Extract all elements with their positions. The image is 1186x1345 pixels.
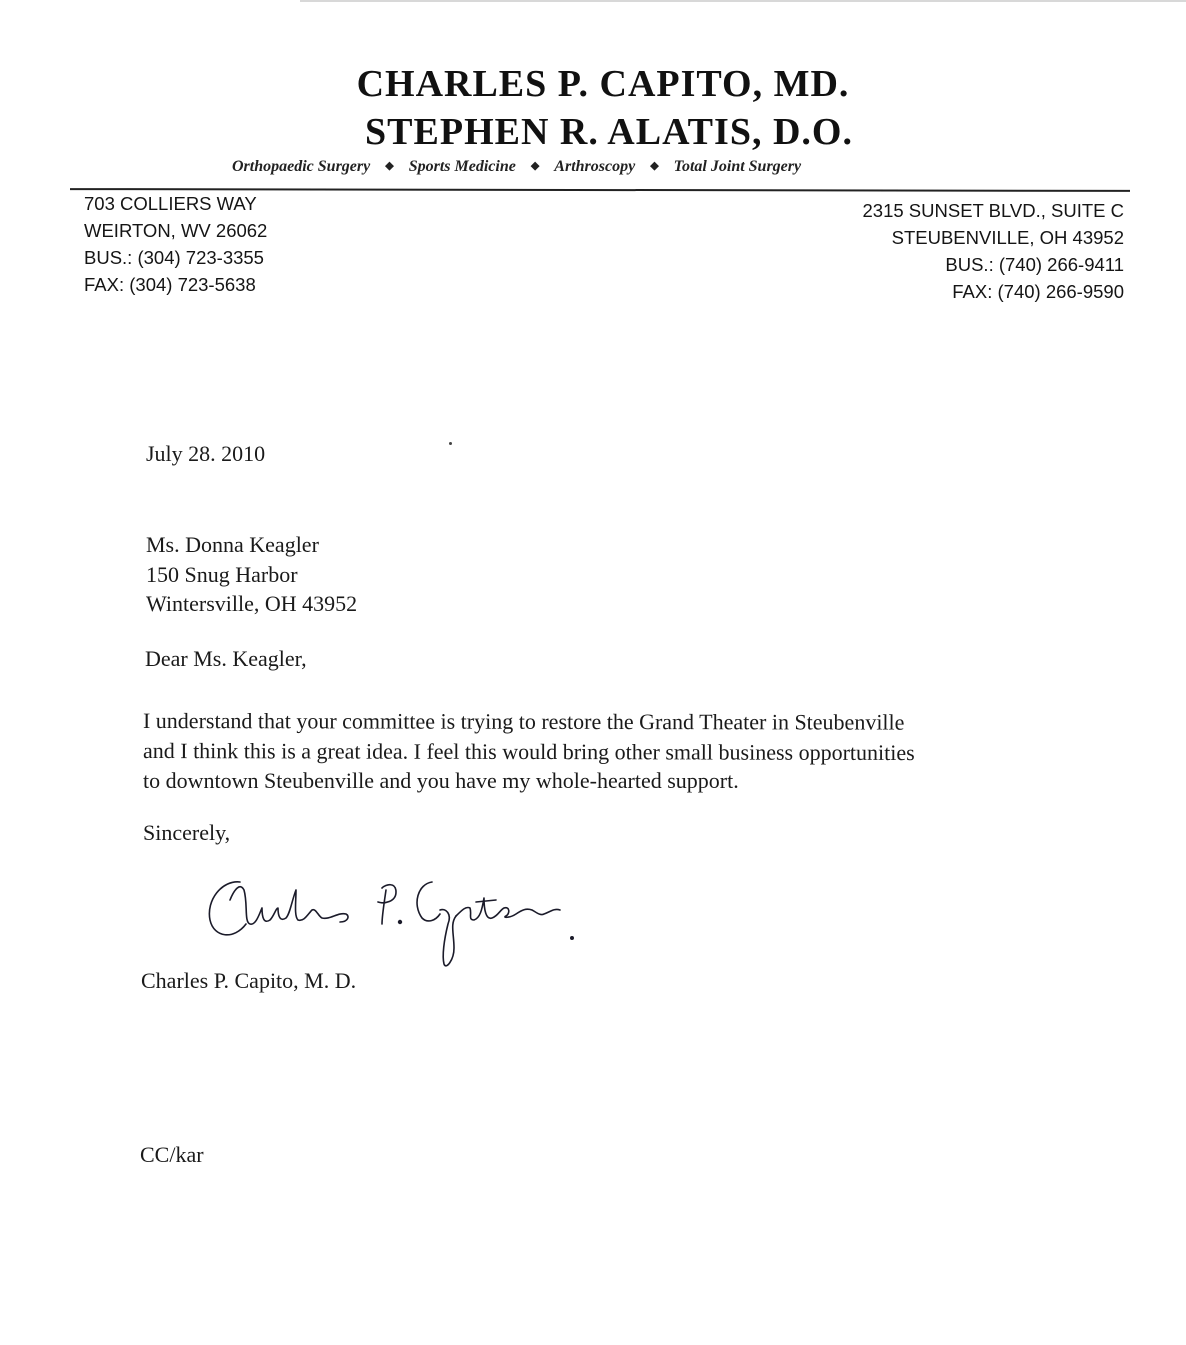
office-right-fax: FAX: (740) 266-9590 [952,281,1124,302]
office-right-city: STEUBENVILLE, OH 43952 [891,227,1124,248]
letter-date: July 28. 2010 [146,441,266,466]
letterhead-doctor-2: STEPHEN R. ALATIS, D.O. [365,111,853,153]
body-line: I understand that your committee is trying to restore the Grand Theater in Steubenville [142,708,905,735]
specialty-total-joint: Total Joint Surgery [673,158,802,175]
office-address-right [863,197,1125,305]
office-left-street: 703 COLLIERS WAY [84,193,257,214]
specialty-arthroscopy: Arthroscopy [554,158,636,175]
recipient-name: Ms. Donna Keagler [146,532,319,557]
diamond-separator-icon: ◆ [650,160,659,172]
office-right-phone: BUS.: (740) 266-9411 [945,254,1124,275]
office-left-city: WEIRTON, WV 26062 [84,220,268,241]
body-line: and I think this is a great idea. I feel this would bring other small business opportunities [142,738,915,766]
recipient-city: Wintersville, OH 43952 [146,591,358,616]
office-address-left [84,190,267,298]
letterhead-doctor-1: CHARLES P. CAPITO, MD. [356,63,850,105]
closing: Sincerely, [143,820,231,845]
cc-initials: CC/kar [140,1142,204,1167]
scan-edge-line [300,0,1186,2]
signer-name: Charles P. Capito, M. D. [141,968,357,993]
recipient-address [146,530,357,619]
letter-body [143,706,915,796]
office-left-fax: FAX: (304) 723-5638 [84,274,256,295]
office-right-street: 2315 SUNSET BLVD., SUITE C [862,200,1124,221]
salutation: Dear Ms. Keagler, [145,646,307,671]
handwritten-signature [200,860,590,980]
scan-speck [449,442,452,445]
specialty-orthopaedic: Orthopaedic Surgery [232,158,371,175]
specialty-sports-medicine: Sports Medicine [408,158,516,175]
diamond-separator-icon: ◆ [385,160,394,172]
office-left-phone: BUS.: (304) 723-3355 [84,247,264,268]
specialties-line [232,158,992,176]
recipient-street: 150 Snug Harbor [146,561,298,587]
diamond-separator-icon: ◆ [530,160,540,172]
body-line: to downtown Steubenville and you have my whole-hearted support. [143,768,739,793]
